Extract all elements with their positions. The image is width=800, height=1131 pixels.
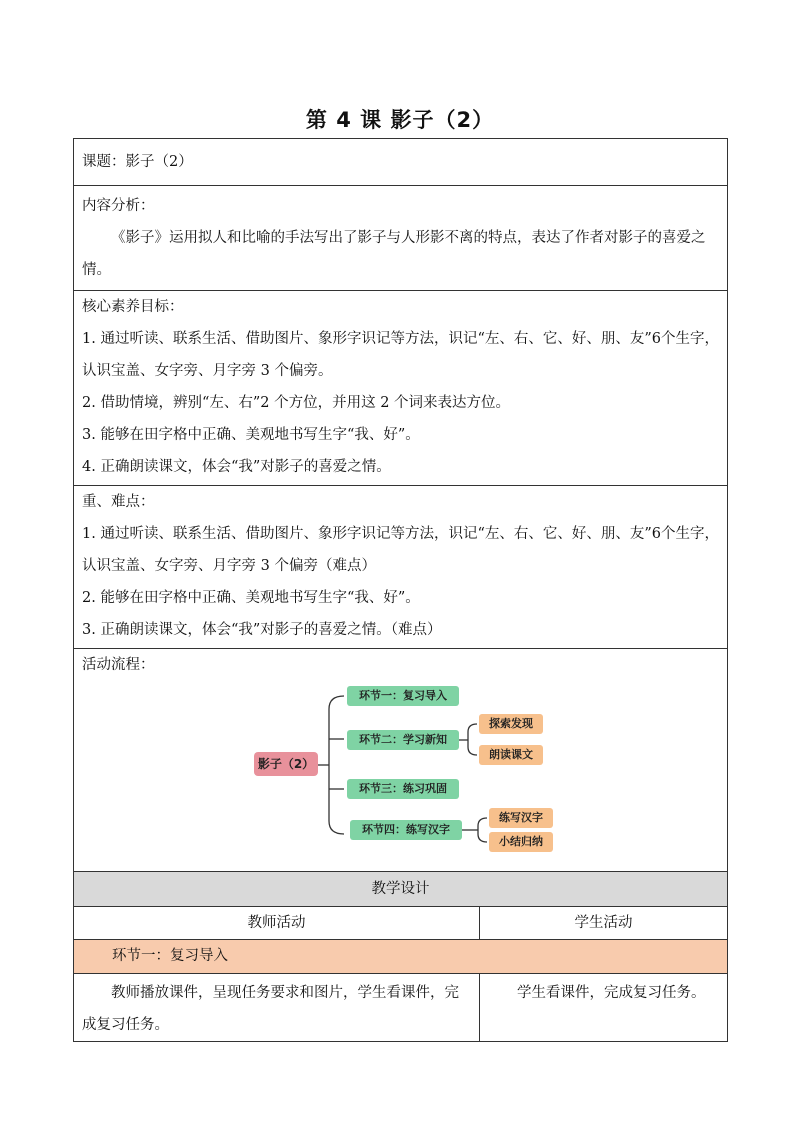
- mindmap-sub-node: 探索发现: [479, 714, 543, 734]
- mindmap-sub-node: 小结归纳: [489, 832, 553, 852]
- mindmap-root-node: 影子（2）: [254, 752, 318, 776]
- core-goals-row: [74, 291, 728, 486]
- teacher-activity-text: 教师播放课件，呈现任务要求和图片，学生看课件，完成复习任务。: [82, 985, 459, 1033]
- content-analysis-heading: 内容分析：: [82, 198, 155, 214]
- connector-sub2-bracket: [468, 724, 477, 755]
- student-header: 学生活动: [480, 907, 728, 940]
- mindmap-sub-node: 朗读课文: [479, 745, 543, 765]
- mindmap-connectors: [82, 681, 720, 871]
- content-analysis-row: [74, 186, 728, 291]
- activity-flow-row: [74, 649, 728, 872]
- core-goal-item: 3. 能够在田字格中正确、美观地书写生字“我、好”。: [82, 427, 420, 443]
- section1-content-row: [74, 974, 728, 1042]
- core-goal-item: 4. 正确朗读课文，体会“我”对影子的喜爱之情。: [82, 459, 391, 475]
- design-column-headers: [74, 907, 728, 940]
- mindmap-step-node: 环节一：复习导入: [347, 686, 459, 706]
- core-goal-item: 2. 借助情境，辨别“左、右”2 个方位，并用这 2 个词来表达方位。: [82, 395, 511, 411]
- mindmap-sub-node: 练写汉字: [489, 808, 553, 828]
- page-title: 第 4 课 影子（2）: [305, 108, 495, 132]
- core-goal-item: 1. 通过听读、联系生活、借助图片、象形字识记等方法，识记“左、右、它、好、朋、友”6个生字，认识宝盖、女字旁、月字旁 3 个偏旁。: [82, 331, 719, 379]
- mindmap-step-node: 环节四：练写汉字: [350, 820, 462, 840]
- content-analysis-text: 《影子》运用拟人和比喻的手法写出了影子与人形影不离的特点，表达了作者对影子的喜爱之情。: [82, 230, 706, 278]
- mindmap-step-node: 环节二：学习新知: [347, 730, 459, 750]
- section1-heading: 环节一：复习导入: [74, 940, 728, 974]
- key-points-heading: 重、难点：: [82, 494, 155, 510]
- key-point-item: 2. 能够在田字格中正确、美观地书写生字“我、好”。: [82, 590, 420, 606]
- activity-mindmap: [82, 681, 719, 871]
- topic-cell: 课题：影子（2）: [74, 139, 728, 186]
- teacher-header: 教师活动: [74, 907, 480, 940]
- student-activity-text: 学生看课件，完成复习任务。: [517, 985, 706, 1001]
- topic-row: [74, 139, 728, 186]
- connector-sub4-bracket: [478, 818, 487, 842]
- key-point-item: 1. 通过听读、联系生活、借助图片、象形字识记等方法，识记“左、右、它、好、朋、友”6个生字，认识宝盖、女字旁、月字旁 3 个偏旁（难点）: [82, 526, 719, 574]
- section1-row: [74, 940, 728, 974]
- mindmap-step-node: 环节三：练习巩固: [347, 779, 459, 799]
- design-heading: 教学设计: [74, 872, 728, 907]
- key-point-item: 3. 正确朗读课文，体会“我”对影子的喜爱之情。（难点）: [82, 622, 442, 638]
- core-goals-heading: 核心素养目标：: [82, 299, 184, 315]
- design-heading-row: [74, 872, 728, 907]
- connector-main-bracket: [329, 696, 344, 834]
- key-points-row: [74, 486, 728, 649]
- lesson-plan-table: [73, 138, 728, 1042]
- activity-flow-heading: 活动流程：: [82, 657, 155, 673]
